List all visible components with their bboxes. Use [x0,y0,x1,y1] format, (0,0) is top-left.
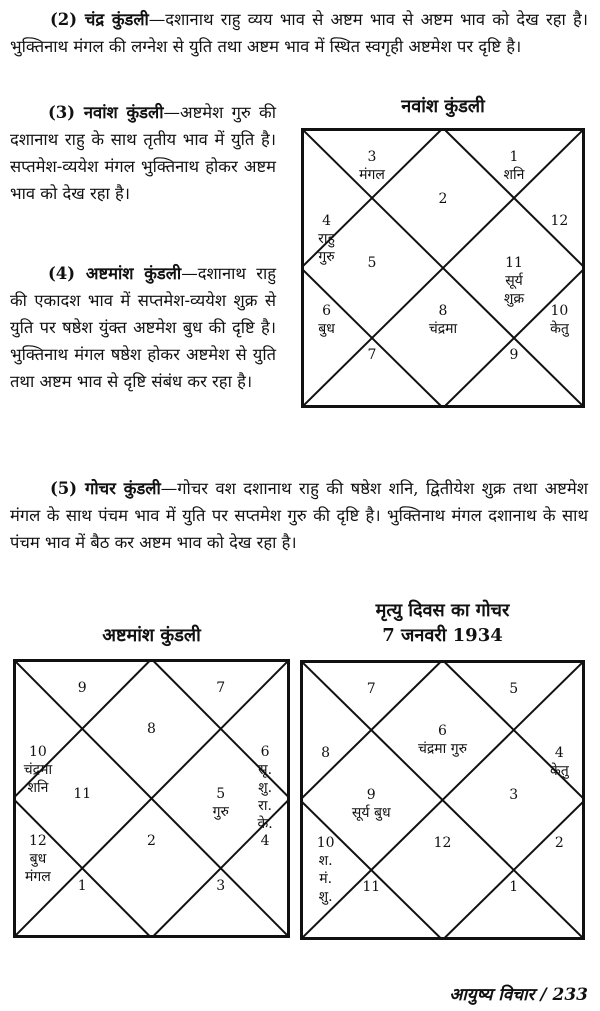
house-11 [504,254,524,308]
planet-label: मं. [319,870,333,887]
house-5 [368,254,377,272]
navamsa-chart-title: नवांश कुंडली [401,96,485,117]
text-navamsa-kundli: —अष्टमेश गुरु की दशानाथ राहु के साथ तृतीय भाव में युति है। सप्तमेश-व्ययेश मंगल भुक्तिनाथ होकर अष्टम भाव को देख रहा है। [10,103,277,203]
house-number: 8 [321,745,331,761]
house-number: 1 [77,877,87,894]
page-footer [449,982,588,1005]
house-number: 7 [216,679,226,696]
kundli-grid-lines [13,659,290,938]
paragraph-navamsa-kundli [10,99,276,207]
house-number: 11 [505,255,523,271]
house-12 [551,212,569,230]
planet-label: गुरु [212,803,229,820]
planet-label: मंगल [359,166,385,183]
house-number: 3 [216,877,226,894]
kundli-grid-lines [301,128,585,408]
house-number: 6 [438,722,447,739]
house-number: 5 [216,785,226,802]
gochar-chart-title-line2: 7 जनवरी 1934 [382,625,503,646]
heading-navamsa-kundli: (3) नवांश कुंडली [48,103,164,122]
planet-label: श. [318,852,333,869]
heading-ashtamamsa-kundli: (4) अष्टमांश कुंडली [48,264,182,283]
page-number: 233 [552,985,588,1005]
house-number: 8 [147,721,156,738]
paragraph-ashtamamsa-kundli [10,260,276,395]
house-1 [504,148,525,184]
house-6 [418,722,467,758]
house-7 [367,680,376,698]
planet-label: बुध [29,850,47,867]
house-7 [368,346,377,364]
planet-label: शु. [258,779,273,796]
planet-label: मंगल [25,868,51,885]
house-number: 7 [367,347,377,364]
house-3 [359,148,385,184]
house-1 [78,877,87,895]
kundli-grid-lines [300,660,585,940]
planet-label: के. [257,815,273,832]
house-2 [555,834,564,852]
house-10 [550,302,569,338]
planet-label: केतु [549,763,569,779]
planet-label: रा. [258,797,272,814]
house-number: 9 [366,787,376,803]
heading-gochar-kundli: (5) गोचर कुंडली [50,479,161,498]
house-number: 12 [433,834,452,851]
planet-label: शु. [318,888,333,905]
house-6 [257,743,272,833]
house-number: 2 [147,832,156,849]
text-gochar-kundli: —गोचर वश दशानाथ राहु की षष्ठेश शनि, द्वितीयेश शुक्र तथा अष्टमेश मंगल के साथ पंचम भाव में युति पर सप्तमेश गुरु की दृष्टि है। भुक्तिनाथ मंगल दशानाथ के साथ पंचम भाव में बैठ कर अष्टम भाव को देख रहा है। [10,479,588,552]
house-number: 11 [73,785,92,802]
planet-label: शनि [503,166,525,183]
planet-label: शनि [27,779,49,796]
house-number: 6 [322,302,332,319]
planet-label: राहु [318,231,335,247]
house-7 [216,679,225,697]
house-9 [352,786,391,822]
house-number: 5 [367,255,377,271]
text-chandra-kundli: —दशानाथ राहु व्यय भाव से अष्टम भाव से अष्टम भाव को देख रहा है। भुक्तिनाथ मंगल की लग्नेश से युति तथा अष्टम भाव में स्थित स्वगृही अष्टमेश पर दृष्टि है। [10,10,588,56]
house-11 [362,878,380,896]
house-number: 10 [550,302,569,319]
house-number: 5 [509,680,519,697]
heading-chandra-kundli: (2) चंद्र कुंडली [50,10,149,29]
footer-section-title: आयुष्य विचार [449,985,535,1005]
house-10 [317,834,335,906]
gochar-chart [300,660,585,940]
paragraph-gochar-kundli [10,475,588,556]
house-10 [24,743,52,797]
house-number: 8 [438,302,448,319]
house-8 [429,302,457,338]
house-4 [261,832,270,850]
house-12 [25,832,51,886]
house-number: 7 [366,680,376,697]
house-number: 1 [509,879,519,896]
house-5 [509,680,518,698]
planet-label: चंद्रमा गुरु [417,740,468,757]
house-5 [213,785,229,821]
house-number: 12 [29,832,47,849]
house-4 [550,744,569,780]
ashtamamsa-chart [13,659,290,938]
paragraph-chandra-kundli [10,6,588,60]
house-9 [78,679,87,697]
house-6 [318,302,335,338]
house-number: 10 [29,743,47,760]
house-8 [321,744,330,762]
house-4 [318,212,335,266]
planet-label: सूर्य बुध [351,805,391,821]
house-2 [147,832,156,850]
house-number: 6 [260,743,270,760]
house-1 [509,878,518,896]
house-8 [147,720,156,738]
house-number: 4 [322,213,332,229]
planet-label: सूर्य [505,273,523,289]
house-number: 3 [367,148,377,165]
house-number: 2 [438,190,448,207]
house-3 [216,877,225,895]
planet-label: गुरु [318,249,335,265]
house-3 [509,786,518,804]
planet-label: बुध [318,320,335,337]
house-number: 9 [77,679,87,696]
house-number: 3 [509,787,519,803]
house-number: 10 [316,834,335,851]
planet-label: शुक्र [503,291,525,307]
house-number: 4 [554,745,564,761]
house-number: 9 [509,347,519,364]
navamsa-chart [301,128,585,408]
planet-label: सू. [258,761,273,778]
ashtamamsa-chart-title: अष्टमांश कुंडली [102,625,201,646]
house-11 [73,785,91,803]
house-12 [434,834,452,852]
planet-label: केतु [550,320,569,337]
house-number: 1 [509,148,519,165]
house-number: 11 [362,879,381,896]
footer-separator: / [540,985,547,1005]
house-2 [439,190,448,208]
gochar-chart-title-line1: मृत्यु दिवस का गोचर [375,600,510,621]
text-ashtamamsa-kundli: —दशानाथ राहु की एकादश भाव में सप्तमेश-व्ययेश शुक्र से युति पर षष्ठेश युंक्त अष्टमेश बुध की दृष्टि है। भुक्तिनाथ मंगल षष्ठेश होकर अष्टमेश से युति तथा अष्टम भाव से दृष्टि संबंध कर रहा है। [10,264,276,391]
planet-label: चंद्रमा [23,761,53,778]
planet-label: चंद्रमा [428,320,458,337]
house-9 [510,346,519,364]
house-number: 4 [260,832,270,849]
house-number: 12 [550,213,569,229]
house-number: 2 [554,834,564,851]
